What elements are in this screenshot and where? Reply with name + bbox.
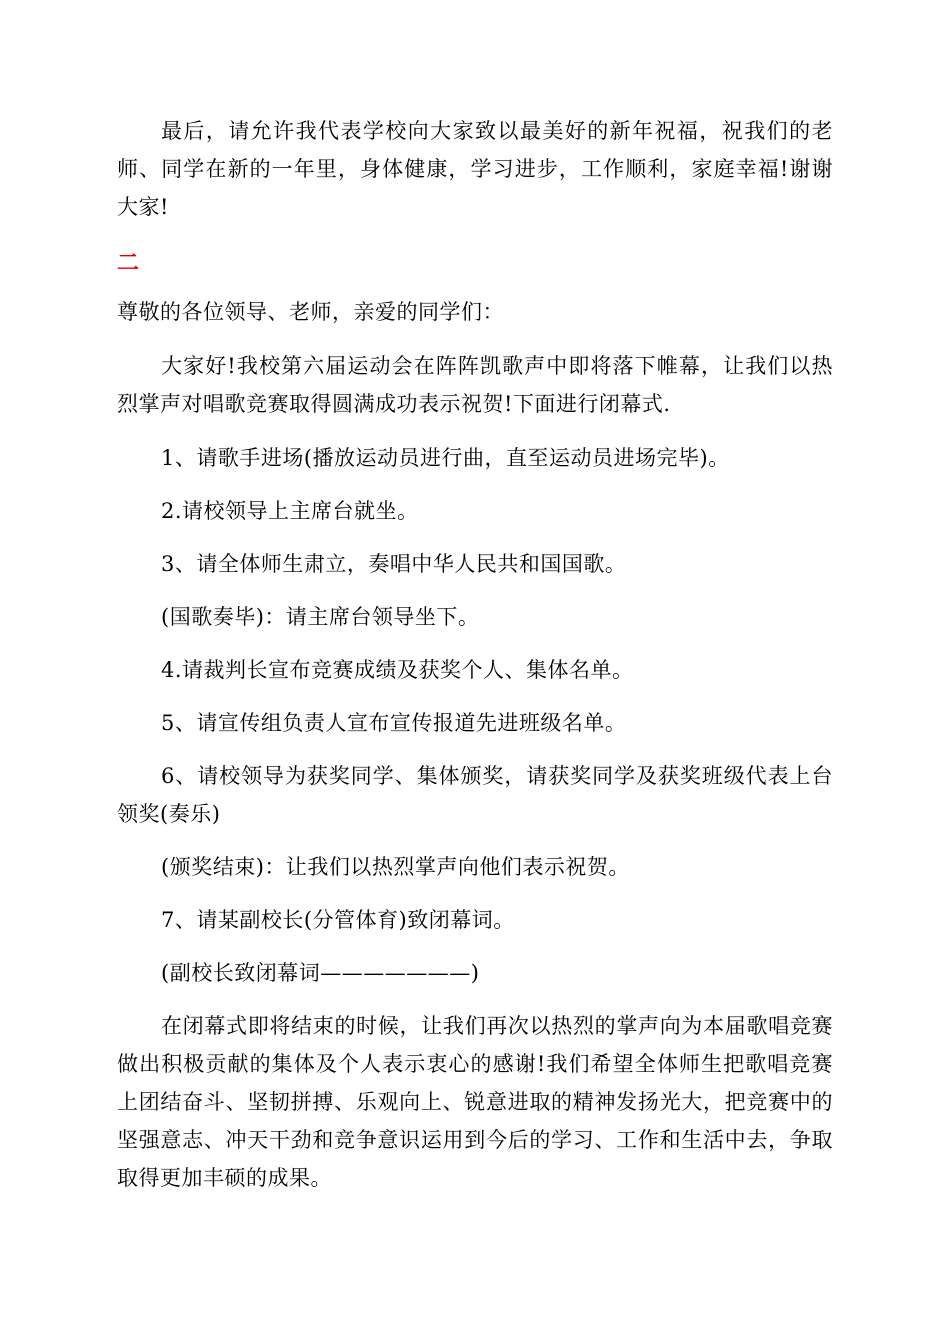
opening-paragraph: 大家好!我校第六届运动会在阵阵凯歌声中即将落下帷幕，让我们以热烈掌声对唱歌竞赛取得圆满成功表示祝贺!下面进行闭幕式.	[117, 354, 833, 416]
program-item: 2.请校领导上主席台就坐。	[161, 499, 419, 523]
program-item: 3、请全体师生肃立，奏唱中华人民共和国国歌。	[161, 552, 627, 576]
program-item: 6、请校领导为获奖同学、集体颁奖，请获奖同学及获奖班级代表上台领奖(奏乐)	[117, 764, 833, 826]
program-item: 1、请歌手进场(播放运动员进行曲，直至运动员进场完毕)。	[161, 446, 730, 470]
program-item: 5、请宣传组负责人宣布宣传报道先进班级名单。	[161, 711, 627, 735]
salutation: 尊敬的各位领导、老师，亲爱的同学们：	[117, 300, 504, 324]
document-body	[117, 112, 833, 1197]
program-item: (颁奖结束)：让我们以热烈掌声向他们表示祝贺。	[161, 855, 630, 879]
program-item: 7、请某副校长(分管体育)致闭幕词。	[161, 908, 515, 932]
program-item: 4.请裁判长宣布竞赛成绩及获奖个人、集体名单。	[161, 658, 634, 682]
program-item: (国歌奏毕)：请主席台领导坐下。	[161, 605, 480, 629]
section-heading: 二	[117, 250, 140, 276]
final-paragraph: 在闭幕式即将结束的时候，让我们再次以热烈的掌声向为本届歌唱竞赛做出积极贡献的集体及个人表示衷心的感谢!我们希望全体师生把歌唱竞赛上团结奋斗、坚韧拼搏、乐观向上、锐意进取的精神发扬光大，把竞赛中的坚强意志、冲天干劲和竞争意识运用到今后的学习、工作和生活中去，争取取得更加丰硕的成果。	[117, 1014, 833, 1190]
closing-paragraph: 最后，请允许我代表学校向大家致以最美好的新年祝福，祝我们的老师、同学在新的一年里，身体健康，学习进步，工作顺利，家庭幸福!谢谢大家!	[117, 119, 833, 219]
program-item: (副校长致闭幕词———————)	[161, 961, 480, 985]
